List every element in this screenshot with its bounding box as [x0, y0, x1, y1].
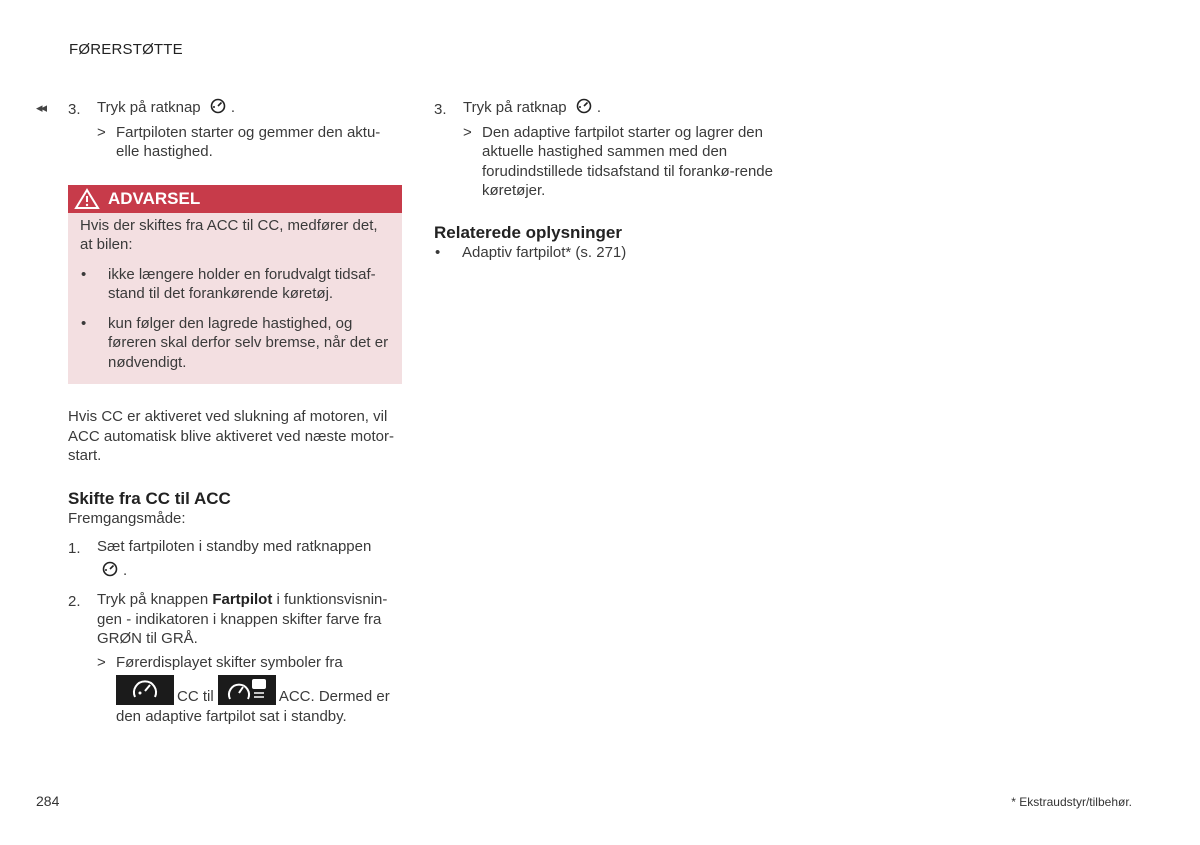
warning-bullet: • ikke længere holder en forudvalgt tidsaf-stand til det forankørende køretøj.: [81, 265, 376, 302]
adaptive-cruise-control-display-icon: [218, 675, 276, 705]
cruise-control-display-icon: [116, 675, 174, 705]
fartpilot-button-label: Fartpilot: [212, 591, 273, 608]
warning-triangle-icon: [74, 188, 100, 210]
step-2: 2. Tryk på knappen Fartpilot i funktionsvisnin-gen - indikatoren i knappen skifter farve fra GRØN til GRÅ.: [68, 591, 388, 647]
step-2-result: > Førerdisplayet skifter symboler fra CC til ACC. Dermed er den adaptive fartpilot sat i standby.: [97, 653, 390, 725]
step-3-result: > Fartpiloten starter og gemmer den aktu-elle hastighed.: [97, 123, 381, 160]
step-text: Tryk på ratknap: [97, 99, 201, 116]
back-marker-icon: ◂◂: [36, 100, 46, 115]
step-3-right-result: > Den adaptive fartpilot starter og lagrer den aktuelle hastighed sammen med den forudindstillede tidsafstand til forankø-rende køretøjer.: [463, 123, 773, 199]
section-title: Skifte fra CC til ACC: [68, 488, 231, 508]
step-3-right: 3. Tryk på ratknap .: [434, 99, 601, 118]
page-number: 284: [36, 793, 60, 809]
left-column: [68, 98, 402, 726]
related-info-title: Relaterede oplysninger: [434, 222, 623, 242]
info-paragraph: Hvis CC er aktiveret ved slukning af motoren, vil ACC automatisk blive aktiveret ved næste motor-start.: [68, 408, 394, 464]
warning-body: [68, 213, 402, 385]
related-link[interactable]: • Adaptiv fartpilot* (s. 271): [435, 243, 627, 261]
step-3-left: 3. Tryk på ratknap .: [68, 99, 235, 118]
warning-header: [68, 185, 402, 213]
step-number: 3.: [68, 101, 81, 118]
procedure-label: Fremgangsmåde:: [68, 509, 186, 527]
step-1: 1. Sæt fartpiloten i standby med ratknappen .: [68, 538, 372, 579]
footnote: * Ekstraudstyr/tilbehør.: [1011, 795, 1132, 809]
page-section-header: FØRERSTØTTE: [69, 41, 183, 58]
warning-bullet: • kun følger den lagrede hastighed, og føreren skal derfor selv bremse, når det er nødvendigt.: [81, 314, 389, 371]
warning-title: ADVARSEL: [108, 188, 201, 208]
steering-wheel-knob-icon: [575, 98, 593, 114]
steering-wheel-knob-icon: [209, 98, 227, 114]
steering-wheel-knob-icon: [101, 561, 119, 577]
right-column: [434, 98, 774, 262]
warning-intro: Hvis der skiftes fra ACC til CC, medfører det, at bilen:: [80, 216, 378, 253]
